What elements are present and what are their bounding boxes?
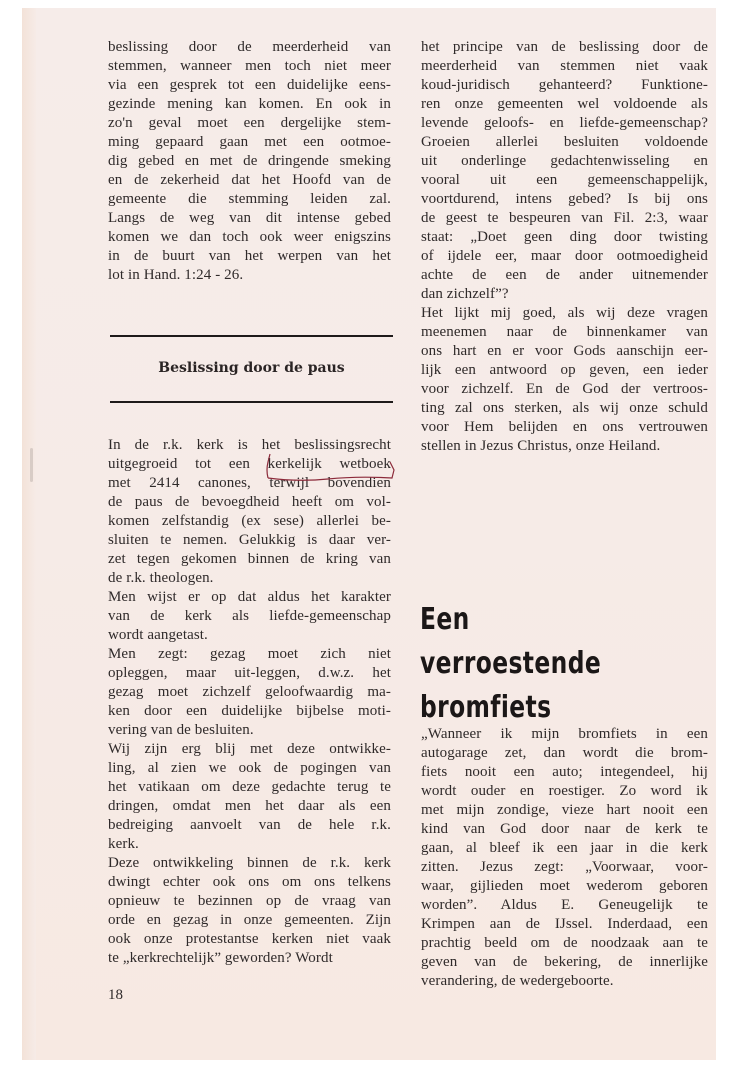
text-line: gezag moet zichzelf geloofwaardig ma- [108, 684, 391, 700]
text-line: gemeente die stemming leiden zal. [108, 191, 391, 207]
text-line: dan zichzelf”? [421, 286, 509, 302]
text-line: geven van de bekering, de innerlijke [421, 954, 708, 970]
text-line: Krimpen aan de IJssel. Inderdaad, een [421, 916, 708, 932]
text-line: voor zichzelf. En de God der vertroos- [421, 381, 708, 397]
text-line: in de buurt van het werpen van het [108, 248, 391, 264]
text-line: Langs de weg van dit intense gebed [108, 210, 391, 226]
text-line: ling, al zien we ook de pogingen van [108, 760, 391, 776]
text-line: de paus de bevoegdheid heeft om vol- [108, 494, 391, 510]
text-line: het principe van de beslissing door de [421, 39, 708, 55]
text-line: via een gesprek tot een duidelijke eens- [108, 77, 391, 93]
text-line: zo'n geval moet een dergelijke stem- [108, 115, 391, 131]
article-title [420, 598, 654, 730]
text-line: worden”. Aldus E. Geneugelijk te [421, 897, 708, 913]
text-line: Men zegt: gezag moet zich niet [108, 646, 391, 662]
text-line: dig gebed en met de dringende smeking [108, 153, 391, 169]
article-title-line: Een verroestende [420, 602, 602, 681]
text-line: dringen, omdat men het daar als een [108, 798, 391, 814]
text-line: bedreiging aanvoelt van de hele r.k. [108, 817, 391, 833]
text-line: of ijdele eer, maar door ootmoedigheid [421, 248, 708, 264]
text-line: zet tegen gekomen binnen de kring van [108, 551, 391, 567]
text-line: sluiten te nemen. Gelukkig is daar ver- [108, 532, 391, 548]
text-line: orde en gezag in onze gemeenten. Zijn [108, 912, 391, 928]
text-line: de geest te bespeuren van Fil. 2:3, waar [421, 210, 708, 226]
text-line: prachtig beeld om de noodzaak aan te [421, 935, 708, 951]
text-line: de r.k. theologen. [108, 570, 214, 586]
text-line: het vatikaan om deze gedachte terug te [108, 779, 391, 795]
text-line: fiets nooit een auto; integendeel, hij [421, 764, 708, 780]
text-line: levende geloofs- en liefde-gemeenschap? [421, 115, 708, 131]
article-body [421, 725, 708, 991]
text-line: komen we dan toch ook weer enigszins [108, 229, 391, 245]
text-line: Wij zijn erg blij met deze ontwikke- [108, 741, 391, 757]
text-line: koud-juridisch gehanteerd? Funktione- [421, 77, 708, 93]
text-line: Groeien allerlei besluiten voldoende [421, 134, 708, 150]
text-line: gaan, al bleef ik een jaar in die kerk [421, 840, 708, 856]
text-line: ook onze protestantse kerken niet vaak [108, 931, 391, 947]
text-line: verandering, de wedergeboorte. [421, 973, 614, 989]
text-line: ken door een duidelijke bijbelse moti- [108, 703, 391, 719]
text-line: ting zal ons sterken, als wij onze schuld [421, 400, 708, 416]
text-line: ren onze gemeenten wel voldoende als [421, 96, 708, 112]
text-line: kerk. [108, 836, 139, 852]
left-column-continued-text [108, 38, 391, 285]
text-line: vering van de besluiten. [108, 722, 254, 738]
text-line: stemmen, wanneer men toch niet meer [108, 58, 391, 74]
text-line: lot in Hand. 1:24 - 26. [108, 267, 244, 283]
right-column-continued-text [421, 38, 708, 456]
text-line: Het lijkt mij goed, als wij deze vragen [421, 305, 708, 321]
text-line: wordt aangetast. [108, 627, 208, 643]
section-rule-bottom [110, 401, 393, 403]
article-title-line: bromfiets [420, 690, 552, 725]
text-line: dwingt echter ook ons om ons telkens [108, 874, 391, 890]
page-edge-shadow [22, 8, 36, 1060]
binding-mark [30, 448, 33, 482]
text-line: voor Hem belijden en ons vertrouwen [421, 419, 708, 435]
text-line: kind van God door naar de kerk te [421, 821, 708, 837]
text-line: zitten. Jezus zegt: „Voorwaar, voor- [421, 859, 708, 875]
text-line: komen zelfstandig (ex sese) allerlei be- [108, 513, 391, 529]
text-line: meenemen naar de binnenkamer van [421, 324, 708, 340]
text-line: vooral uit een gemeenschappelijk, [421, 172, 708, 188]
text-line: waar, gijlieden moet wederom geboren [421, 878, 708, 894]
text-line: achte de een de ander uitnemender [421, 267, 708, 283]
text-line: staat: „Doet geen ding door twisting [421, 229, 708, 245]
text-line: uitgegroeid tot een kerkelijk wetboek [108, 456, 391, 472]
text-line: uit onderlinge gedachtenwisseling en [421, 153, 708, 169]
text-line: met 2414 canones, terwijl bovendien [108, 475, 391, 491]
text-line: In de r.k. kerk is het beslissingsrecht [108, 437, 391, 453]
text-line: gezinde mening kan komen. En ook in [108, 96, 391, 112]
text-line: wordt ouder en roestiger. Zo word ik [421, 783, 708, 799]
text-line: lijk een antwoord op geven, een ieder [421, 362, 708, 378]
text-line: te „kerkrechtelijk” geworden? Wordt [108, 950, 333, 966]
text-line: meerderheid van stemmen niet vaak [421, 58, 708, 74]
text-line: ons hart en er voor Gods aanschijn eer- [421, 343, 708, 359]
text-line: opleggen, maar uit-leggen, d.w.z. het [108, 665, 391, 681]
text-line: voortdurend, intens gebed? Is bij ons [421, 191, 708, 207]
text-line: van de kerk als liefde-gemeenschap [108, 608, 391, 624]
text-line: ming gepaard gaan met een ootmoe- [108, 134, 391, 150]
text-line: stellen in Jezus Christus, onze Heiland. [421, 438, 661, 454]
page-number: 18 [108, 987, 123, 1003]
text-line: met mijn zondige, vieze hart nooit een [421, 802, 708, 818]
left-column-section-body [108, 436, 391, 968]
text-line: Men wijst er op dat aldus het karakter [108, 589, 391, 605]
text-line: opnieuw te bezinnen op de vraag van [108, 893, 391, 909]
text-line: en de zekerheid dat het Hoofd van de [108, 172, 391, 188]
text-line: beslissing door de meerderheid van [108, 39, 391, 55]
section-rule-top [110, 335, 393, 337]
text-line: autogarage zet, dan wordt die brom- [421, 745, 708, 761]
text-line: Deze ontwikkeling binnen de r.k. kerk [108, 855, 391, 871]
section-heading: Beslissing door de paus [158, 360, 345, 376]
text-line: „Wanneer ik mijn bromfiets in een [421, 726, 708, 742]
